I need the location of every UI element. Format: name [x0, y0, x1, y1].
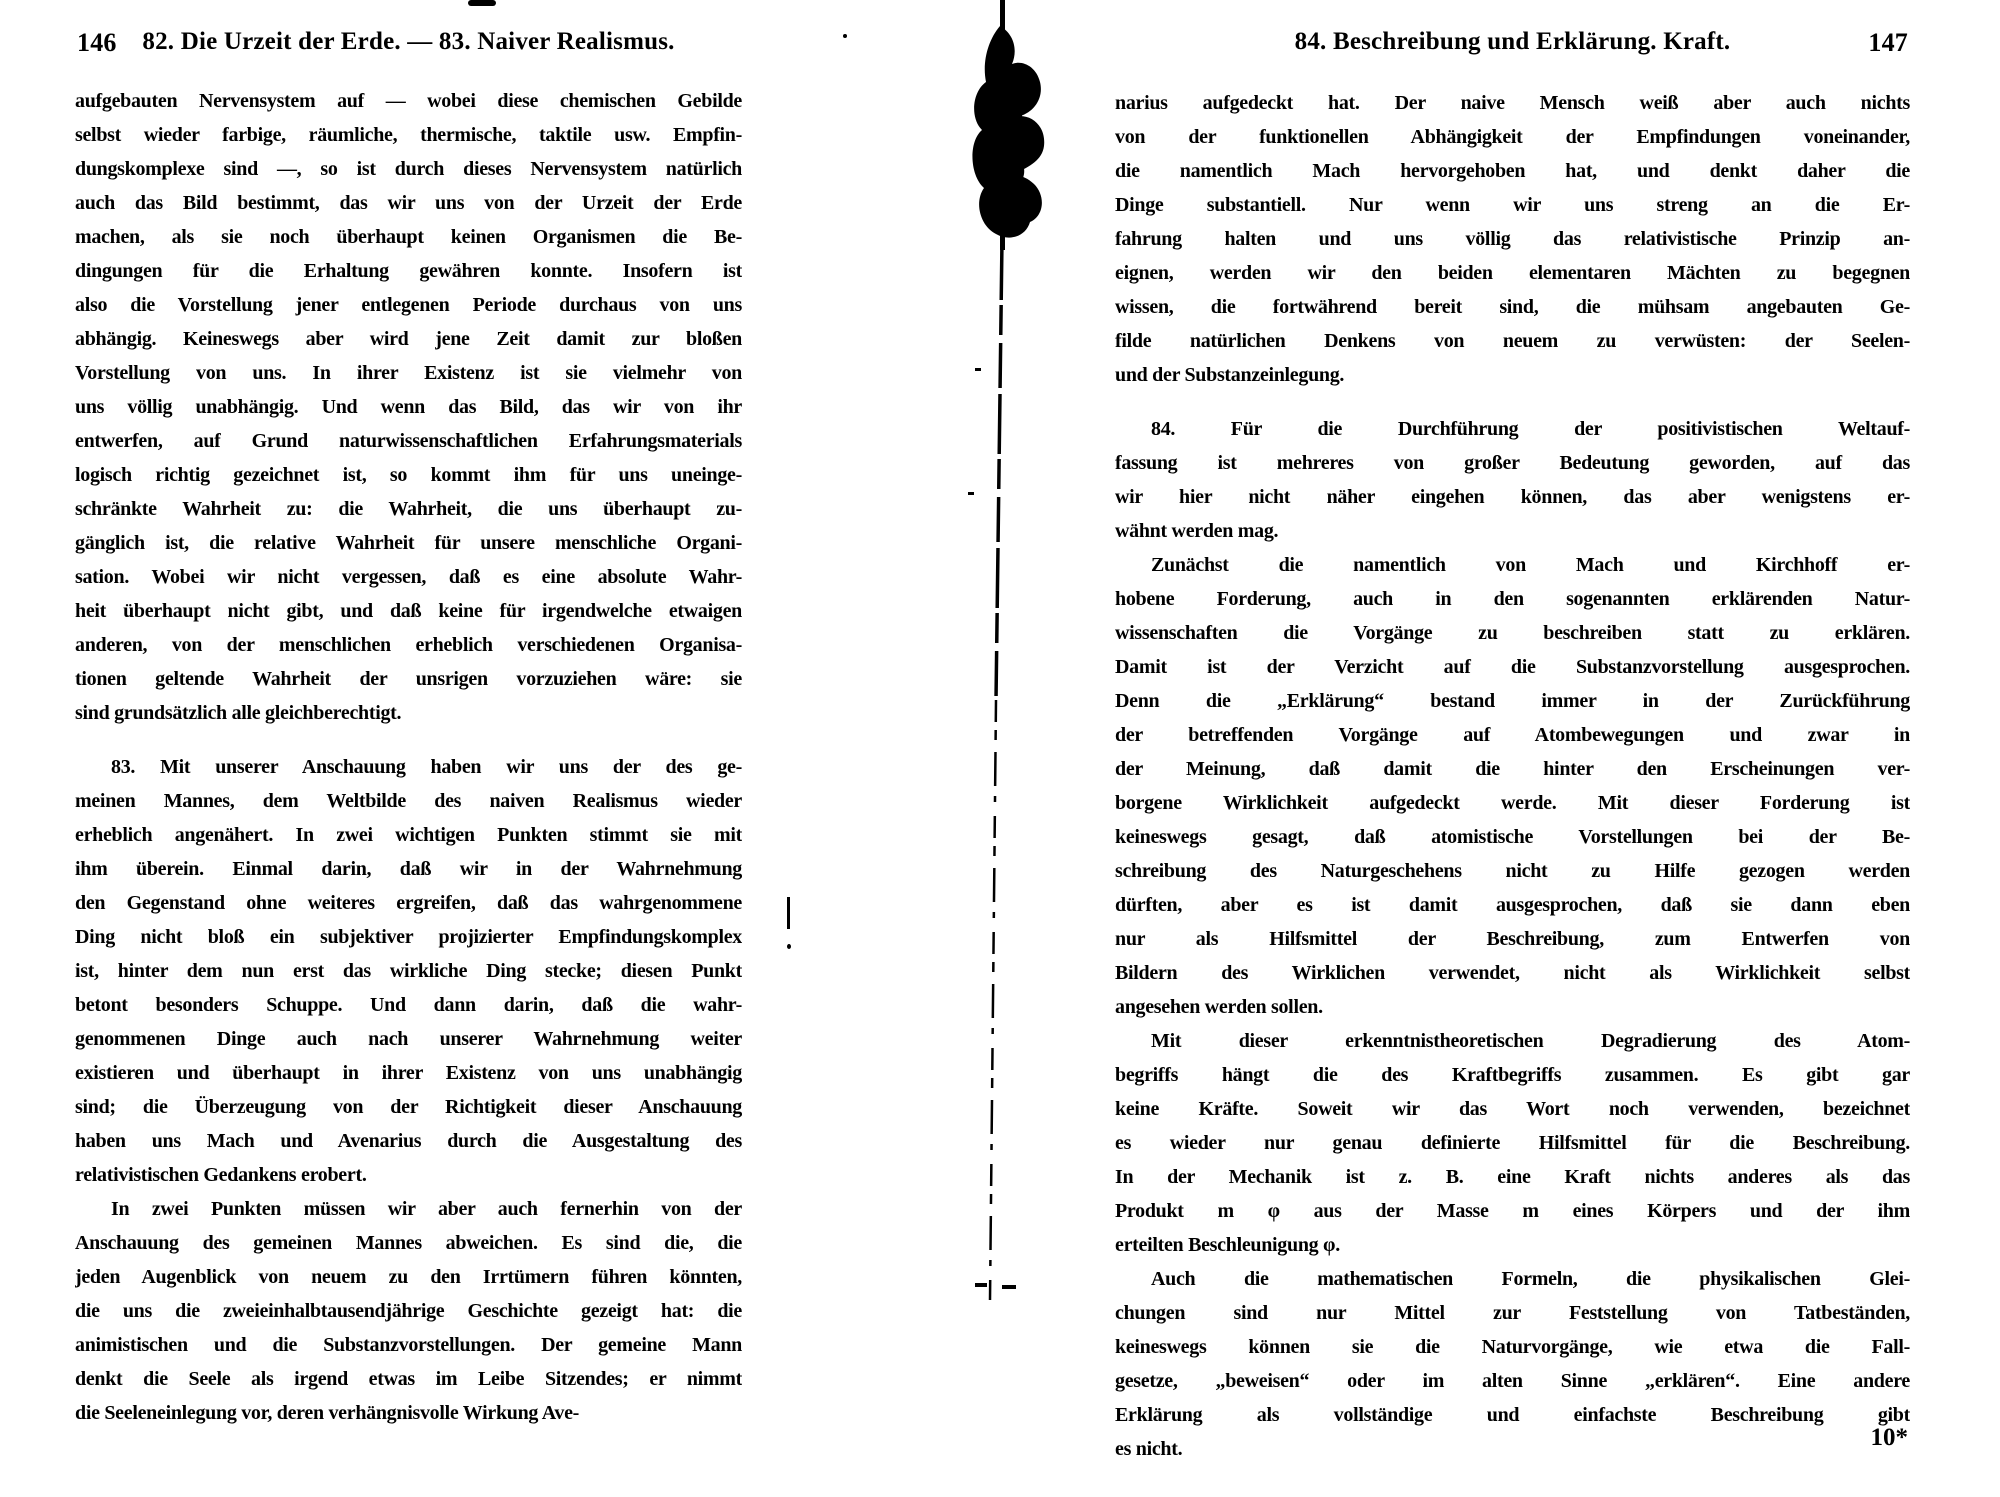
text-line: es nicht. [1115, 1438, 1183, 1460]
text-line: Erklärung als vollständige und einfachste Beschreibung gibt [1115, 1404, 1910, 1426]
page-number-left: 146 [77, 28, 117, 57]
text-line: 83. Mit unserer Anschauung haben wir uns der des ge- [111, 756, 742, 778]
text-line: erteilten Beschleunigung φ. [1115, 1234, 1340, 1256]
text-line: betont besonders Schuppe. Und dann darin, daß die wahr- [75, 994, 742, 1016]
text-line: keineswegs gesagt, daß atomistische Vorstellungen bei der Be- [1115, 826, 1910, 848]
text-line: die uns die zweieinhalbtausendjährige Geschichte gezeigt hat: die [75, 1300, 742, 1322]
text-line: anderen, von der menschlichen erheblich verschiedenen Organisa- [75, 634, 742, 656]
text-line: die namentlich Mach hervorgehoben hat, und denkt daher die [1115, 160, 1910, 182]
text-line: Damit ist der Verzicht auf die Substanzvorstellung ausgesprochen. [1115, 656, 1910, 678]
text-line: Produkt m φ aus der Masse m eines Körpers und der ihm [1115, 1200, 1910, 1222]
text-line: existieren und überhaupt in ihrer Existenz von uns unabhängig [75, 1062, 742, 1084]
text-line: fassung ist mehreres von großer Bedeutung geworden, auf das [1115, 452, 1910, 474]
running-header-left [75, 28, 742, 68]
text-line: also die Vorstellung jener entlegenen Periode durchaus von uns [75, 294, 742, 316]
running-header-right [1115, 28, 1910, 68]
paragraph [75, 1192, 742, 1430]
text-line: chungen sind nur Mittel zur Feststellung von Tatbeständen, [1115, 1302, 1910, 1324]
text-line: Vorstellung von uns. In ihrer Existenz ist sie vielmehr von [75, 362, 742, 384]
text-line: keine Kräfte. Soweit wir das Wort noch verwenden, bezeichnet [1115, 1098, 1910, 1120]
paragraph-84 [1115, 412, 1910, 548]
scan-speck [787, 897, 790, 929]
text-line: narius aufgedeckt hat. Der naive Mensch weiß aber auch nichts [1115, 92, 1910, 114]
page-number-right: 147 [1868, 28, 1908, 57]
scan-speck [975, 368, 981, 371]
paragraph [1115, 86, 1910, 392]
text-line: abhängig. Keineswegs aber wird jene Zeit damit zur bloßen [75, 328, 742, 350]
text-line: keineswegs können sie die Naturvorgänge, wie etwa die Fall- [1115, 1336, 1910, 1358]
text-line: meinen Mannes, dem Weltbilde des naiven Realismus wieder [75, 790, 742, 812]
text-line: relativistischen Gedankens erobert. [75, 1164, 367, 1186]
text-line: wir hier nicht näher eingehen können, das aber wenigstens er- [1115, 486, 1910, 508]
text-line: eignen, werden wir den beiden elementaren Mächten zu begegnen [1115, 262, 1910, 284]
text-line: Bildern des Wirklichen verwendet, nicht als Wirklichkeit selbst [1115, 962, 1910, 984]
scan-speck [787, 944, 791, 949]
text-line: sind; die Überzeugung von der Richtigkeit dieser Anschauung [75, 1096, 742, 1118]
text-line: animistischen und die Substanzvorstellungen. Der gemeine Mann [75, 1334, 742, 1356]
text-line: sation. Wobei wir nicht vergessen, daß es eine absolute Wahr- [75, 566, 742, 588]
text-line: begriffs hängt die des Kraftbegriffs zusammen. Es gibt gar [1115, 1064, 1910, 1086]
text-line: selbst wieder farbige, räumliche, thermische, taktile usw. Empfin- [75, 124, 742, 146]
text-line: von der funktionellen Abhängigkeit der Empfindungen voneinander, [1115, 126, 1910, 148]
text-line: es wieder nur genau definierte Hilfsmittel für die Beschreibung. [1115, 1132, 1910, 1154]
text-line: machen, als sie noch überhaupt keinen Organismen die Be- [75, 226, 742, 248]
text-line: der betreffenden Vorgänge auf Atombewegungen und zwar in [1115, 724, 1910, 746]
text-line: heit überhaupt nicht gibt, und daß keine für irgendwelche etwaigen [75, 600, 742, 622]
text-line: Mit dieser erkenntnistheoretischen Degradierung des Atom- [1151, 1030, 1910, 1052]
text-line: hobene Forderung, auch in den sogenannten erklärenden Natur- [1115, 588, 1910, 610]
text-line: In der Mechanik ist z. B. eine Kraft nichts anderes als das [1115, 1166, 1910, 1188]
text-line: Auch die mathematischen Formeln, die physikalischen Glei- [1151, 1268, 1910, 1290]
text-line: Anschauung des gemeinen Mannes abweichen. Es sind die, die [75, 1232, 742, 1254]
text-line: schreibung des Naturgeschehens nicht zu Hilfe gezogen werden [1115, 860, 1910, 882]
text-line: uns völlig unabhängig. Und wenn das Bild, das wir von ihr [75, 396, 742, 418]
text-line: der Meinung, daß damit die hinter den Erscheinungen ver- [1115, 758, 1910, 780]
text-line: haben uns Mach und Avenarius durch die Ausgestaltung des [75, 1130, 742, 1152]
paragraph [75, 84, 742, 730]
text-line: jeden Augenblick von neuem zu den Irrtümern führen könnten, [75, 1266, 742, 1288]
text-line: logisch richtig gezeichnet ist, so kommt ihm für uns uneinge- [75, 464, 742, 486]
running-title-left: 82. Die Urzeit der Erde. — 83. Naiver Realismus. [142, 28, 675, 55]
text-line: wissen, die fortwährend bereit sind, die mühsam angebauten Ge- [1115, 296, 1910, 318]
text-line: nur als Hilfsmittel der Beschreibung, zum Entwerfen von [1115, 928, 1910, 950]
scan-speck [843, 34, 847, 38]
text-line: den Gegenstand ohne weiteres ergreifen, daß das wahrgenommene [75, 892, 742, 914]
text-line: dürften, aber es ist damit ausgesprochen, daß sie dann eben [1115, 894, 1910, 916]
text-line: tionen geltende Wahrheit der unsrigen vorzuziehen wäre: sie [75, 668, 742, 690]
text-line: fahrung halten und uns völlig das relativistische Prinzip an- [1115, 228, 1910, 250]
text-line: In zwei Punkten müssen wir aber auch fernerhin von der [111, 1198, 742, 1220]
text-line: aufgebauten Nervensystem auf — wobei diese chemischen Gebilde [75, 90, 742, 112]
text-line: Zunächst die namentlich von Mach und Kirchhoff er- [1151, 554, 1910, 576]
signature-mark: 10* [1870, 1424, 1908, 1451]
text-line: schränkte Wahrheit zu: die Wahrheit, die uns überhaupt zu- [75, 498, 742, 520]
text-line: Dinge substantiell. Nur wenn wir uns streng an die Er- [1115, 194, 1910, 216]
text-line: 84. Für die Durchführung der positivistischen Weltauf- [1151, 418, 1910, 440]
text-line: denkt die Seele als irgend etwas im Leibe Sitzendes; er nimmt [75, 1368, 742, 1390]
text-line: gesetze, „beweisen“ oder im alten Sinne „erklären“. Eine andere [1115, 1370, 1910, 1392]
text-line: ist, hinter dem nun erst das wirkliche Ding stecke; diesen Punkt [75, 960, 742, 982]
binding-ink-blot [930, 0, 1100, 1350]
text-line: genommenen Dinge auch nach unserer Wahrnehmung weiter [75, 1028, 742, 1050]
scan-speck [468, 0, 496, 6]
text-line: dingungen für die Erhaltung gewähren konnte. Insofern ist [75, 260, 742, 282]
text-line: filde natürlichen Denkens von neuem zu verwüsten: der Seelen- [1115, 330, 1910, 352]
text-line: angesehen werden sollen. [1115, 996, 1323, 1018]
text-line: und der Substanzeinlegung. [1115, 364, 1345, 386]
paragraph [1115, 1024, 1910, 1262]
page-left-text-block [75, 84, 742, 1430]
scan-speck [968, 492, 974, 495]
page-right-text-block [1115, 86, 1910, 1466]
text-line: wähnt werden mag. [1115, 520, 1279, 542]
text-line: erheblich angenähert. In zwei wichtigen Punkten stimmt sie mit [75, 824, 742, 846]
text-line: wissenschaften die Vorgänge zu beschreiben statt zu erklären. [1115, 622, 1910, 644]
text-line: sind grundsätzlich alle gleichberechtigt. [75, 702, 402, 724]
text-line: borgene Wirklichkeit aufgedeckt werde. Mit dieser Forderung ist [1115, 792, 1910, 814]
paragraph-83 [75, 750, 742, 1192]
paragraph [1115, 548, 1910, 1024]
running-title-right: 84. Beschreibung und Erklärung. Kraft. [1294, 28, 1731, 55]
text-line: gänglich ist, die relative Wahrheit für unsere menschliche Organi- [75, 532, 742, 554]
text-line: auch das Bild bestimmt, das wir uns von der Urzeit der Erde [75, 192, 742, 214]
text-line: Ding nicht bloß ein subjektiver projizierter Empfindungskomplex [75, 926, 742, 948]
text-line: dungskomplexe sind —, so ist durch dieses Nervensystem natürlich [75, 158, 742, 180]
text-line: Denn die „Erklärung“ bestand immer in der Zurückführung [1115, 690, 1910, 712]
text-line: entwerfen, auf Grund naturwissenschaftlichen Erfahrungsmaterials [75, 430, 742, 452]
text-line: die Seeleneinlegung vor, deren verhängnisvolle Wirkung Ave- [75, 1402, 580, 1424]
text-line: ihm überein. Einmal darin, daß wir in der Wahrnehmung [75, 858, 742, 880]
